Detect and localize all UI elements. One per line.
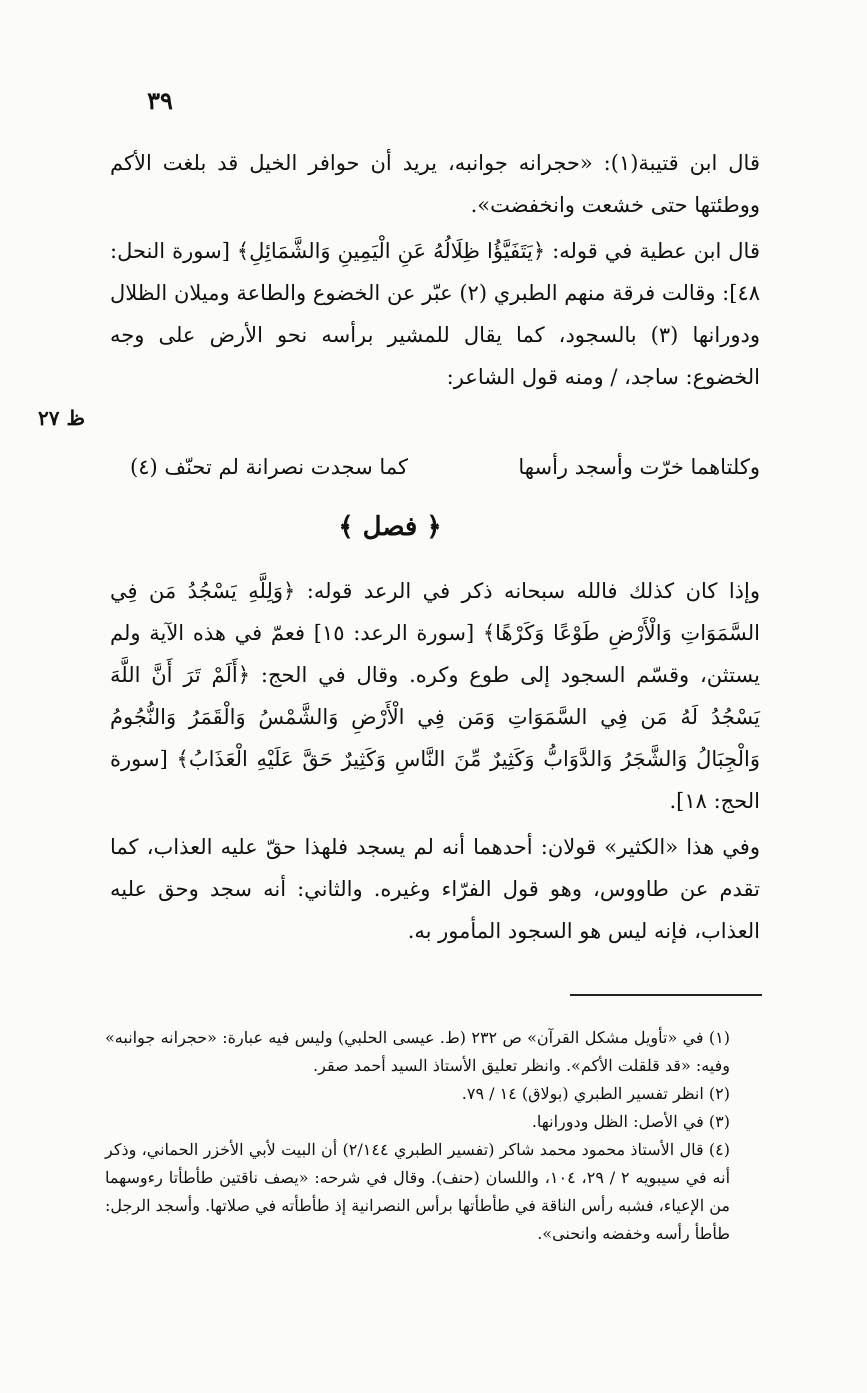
poem-verse	[110, 446, 760, 488]
margin-note: ظ ٢٧	[38, 406, 85, 430]
footnote: (٣) في الأصل: الظل ودورانها.	[531, 1112, 730, 1131]
section-heading: ﴿ فصل ﴾	[338, 512, 442, 542]
footnote: (٢) انظر تفسير الطبري (بولاق) ١٤ / ٧٩.	[461, 1084, 730, 1103]
paragraph: قال ابن قتيبة(١): «حجرانه جوانبه، يريد أن حوافر الخيل قد بلغت الأكم ووطئتها حتى خشعت وانخفضت».	[110, 151, 760, 217]
verse-second-hemistich: كما سجدت نصرانة لم تحنّف (٤)	[130, 455, 408, 479]
footnote-divider	[570, 994, 762, 996]
page-number: ٣٩	[147, 86, 173, 115]
body-text-bottom	[110, 570, 760, 952]
paragraph: وإذا كان كذلك فالله سبحانه ذكر في الرعد قوله: ﴿وَلِلَّهِ يَسْجُدُ مَن فِي السَّمَوَاتِ وَالْأَرْضِ طَوْعًا وَكَرْهًا﴾ [سورة الرعد: ١٥] فعمّ في هذه الآية ولم يستثن، وقسّم السجود إلى طوع وكره. وقال في الحج: ﴿أَلَمْ تَرَ أَنَّ اللَّهَ يَسْجُدُ لَهُ مَن فِي السَّمَوَاتِ وَمَن فِي الْأَرْضِ وَالشَّمْسُ وَالْقَمَرُ وَالنُّجُومُ وَالْجِبَالُ وَالشَّجَرُ وَالدَّوَابُّ وَكَثِيرٌ مِّنَ النَّاسِ وَكَثِيرٌ حَقَّ عَلَيْهِ الْعَذَابُ﴾ [سورة الحج: ١٨].	[110, 579, 760, 813]
footnote: (٤) قال الأستاذ محمود محمد شاكر (تفسير الطبري ٢/١٤٤) أن البيت لأبي الأخزر الحماني، وذكر أنه في سيبويه ٢ / ٢٩، ١٠٤، واللسان (حنف). وقال في شرحه: «يصف ناقتين طأطأتا رءوسهما من الإعياء، فشبه رأس الناقة في طأطأتها برأس النصرانية إذ طأطأته في صلاتها. وأسجد الرجل: طأطأ رأسه وخفضه وانحنى».	[105, 1140, 731, 1243]
verse-first-hemistich: وكلتاهما خرّت وأسجد رأسها	[518, 455, 760, 479]
paragraph: وفي هذا «الكثير» قولان: أحدهما أنه لم يسجد فلهذا حقّ عليه العذاب، كما تقدم عن طاووس، وهو قول الفرّاء وغيره. والثاني: أنه سجد وحق عليه العذاب، فإنه ليس هو السجود المأمور به.	[110, 835, 760, 943]
paragraph: قال ابن عطية في قوله: ﴿يَتَفَيَّؤُا ظِلَالُهُ عَنِ الْيَمِينِ وَالشَّمَائِلِ﴾ [سورة النحل: ٤٨]: وقالت فرقة منهم الطبري (٢) عبّر عن الخضوع والطاعة وميلان الظلال ودورانها (٣) بالسجود، كما يقال للمشير برأسه نحو الأرض على وجه الخضوع: ساجد، / ومنه قول الشاعر:	[110, 239, 761, 389]
footnote: (١) في «تأويل مشكل القرآن» ص ٢٣٢ (ط. عيسى الحلبي) وليس فيه عبارة: «حجرانه جوانبه» وفيه: «قد قلقلت الأكم». وانظر تعليق الأستاذ السيد أحمد صقر.	[105, 1028, 730, 1075]
footnotes	[105, 1024, 762, 1248]
body-text-top	[110, 142, 760, 398]
